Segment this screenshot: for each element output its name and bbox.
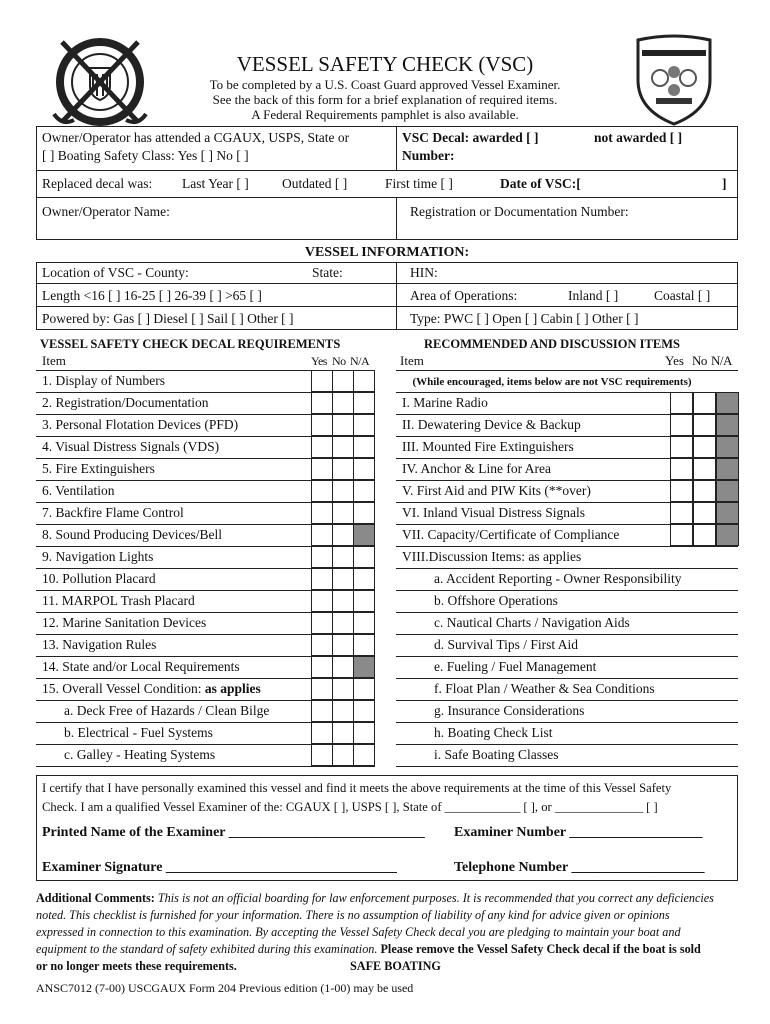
divider — [396, 197, 397, 240]
table-row-label: IV. Anchor & Line for Area — [402, 461, 551, 476]
check-cell[interactable] — [353, 546, 375, 568]
check-cell[interactable] — [332, 392, 354, 414]
form-title: VESSEL SAFETY CHECK (VSC) — [236, 52, 534, 76]
check-cell[interactable] — [332, 436, 354, 458]
right-col-yes: Yes — [665, 353, 684, 368]
registration-number-field[interactable]: Registration or Documentation Number: — [410, 204, 629, 219]
check-cell[interactable] — [332, 414, 354, 436]
check-cell[interactable] — [670, 436, 693, 458]
check-cell[interactable] — [311, 458, 333, 480]
first-time-checkbox[interactable]: First time [ ] — [385, 176, 453, 191]
table-row-label: 3. Personal Flotation Devices (PFD) — [42, 417, 239, 432]
check-cell[interactable] — [693, 392, 716, 414]
check-cell[interactable] — [716, 392, 739, 414]
row-rule — [36, 766, 375, 767]
check-cell[interactable] — [353, 414, 375, 436]
left-col-item: Item — [42, 353, 66, 368]
telephone-number-field[interactable]: Telephone Number ___________________ — [454, 860, 705, 875]
check-cell[interactable] — [311, 392, 333, 414]
table-row-label: 5. Fire Extinguishers — [42, 461, 155, 476]
right-col-item: Item — [400, 353, 424, 368]
check-cell[interactable] — [716, 414, 739, 436]
table-row-label: b. Electrical - Fuel Systems — [64, 725, 213, 740]
check-cell[interactable] — [332, 700, 354, 722]
comments-line-3: expressed in connection to this examination. By accepting the Vessel Safety Check decal you are pledging to maintain your boat and — [36, 925, 681, 939]
check-cell[interactable] — [353, 634, 375, 656]
check-cell[interactable] — [353, 458, 375, 480]
check-cell[interactable] — [716, 524, 739, 546]
table-row-label: 6. Ventilation — [42, 483, 115, 498]
check-cell[interactable] — [332, 568, 354, 590]
as-applies-label: as applies — [204, 681, 261, 696]
check-cell[interactable] — [311, 546, 333, 568]
check-cell[interactable] — [670, 502, 693, 524]
table-row-label: a. Accident Reporting - Owner Responsibility — [434, 571, 682, 586]
check-cell[interactable] — [332, 722, 354, 744]
check-cell[interactable] — [311, 634, 333, 656]
row-rule — [396, 634, 738, 635]
comments-line-4 — [36, 941, 701, 957]
table-row-label: 12. Marine Sanitation Devices — [42, 615, 207, 630]
check-cell[interactable] — [332, 590, 354, 612]
table-row-label: d. Survival Tips / First Aid — [434, 637, 579, 652]
check-cell[interactable] — [311, 656, 333, 678]
comments-text-1: This is not an official boarding for law enforcement purposes. It is recommended that you correct any deficiencies — [157, 891, 714, 905]
row-rule — [396, 744, 738, 745]
check-cell[interactable] — [693, 480, 716, 502]
check-cell[interactable] — [670, 414, 693, 436]
item-label: 15. Overall Vessel Condition: — [42, 681, 202, 696]
table-row-label: III. Mounted Fire Extinguishers — [402, 439, 574, 454]
check-cell[interactable] — [332, 656, 354, 678]
check-cell[interactable] — [353, 502, 375, 524]
check-cell[interactable] — [311, 502, 333, 524]
left-col-na: N/A — [350, 354, 370, 368]
check-cell[interactable] — [311, 590, 333, 612]
decal-not-awarded-field[interactable]: not awarded [ ] — [594, 130, 683, 145]
comments-label: Additional Comments: — [36, 891, 155, 905]
table-row-label — [42, 681, 261, 697]
table-row-label: 10. Pollution Placard — [42, 571, 156, 586]
check-cell[interactable] — [716, 502, 739, 524]
row-rule — [396, 612, 738, 613]
check-cell[interactable] — [716, 458, 739, 480]
examiner-signature-field[interactable]: Examiner Signature _________________________________ — [42, 860, 397, 875]
check-cell[interactable] — [670, 392, 693, 414]
divider — [36, 306, 738, 307]
check-cell[interactable] — [353, 436, 375, 458]
coastal-checkbox[interactable]: Coastal [ ] — [654, 288, 711, 303]
state-field[interactable]: State: — [312, 265, 343, 280]
inland-checkbox[interactable]: Inland [ ] — [568, 288, 619, 303]
check-cell[interactable] — [332, 370, 354, 392]
check-cell[interactable] — [311, 744, 333, 766]
form-footer: ANSC7012 (7-00) USCGAUX Form 204 Previous edition (1-00) may be used — [36, 981, 414, 995]
divider — [36, 283, 738, 284]
replaced-decal-label: Replaced decal was: — [42, 176, 153, 191]
table-row-label: c. Galley - Heating Systems — [64, 747, 216, 762]
check-cell[interactable] — [353, 590, 375, 612]
class-attended-text: Owner/Operator has attended a CGAUX, USPS, State or — [42, 130, 350, 145]
check-cell[interactable] — [311, 678, 333, 700]
table-row-label: 8. Sound Producing Devices/Bell — [42, 527, 222, 542]
header-line-3: A Federal Requirements pamphlet is also available. — [251, 107, 519, 122]
certify-line-2[interactable]: Check. I am a qualified Vessel Examiner of the: CGAUX [ ], USPS [ ], State of ____________ [ ], or ______________ [ ] — [42, 800, 658, 814]
table-row-label: 2. Registration/Documentation — [42, 395, 209, 410]
check-cell[interactable] — [332, 678, 354, 700]
certify-line-1: I certify that I have personally examined this vessel and find it meets the above requirements at the time of this Vessel Safety — [42, 781, 672, 795]
check-cell[interactable] — [353, 392, 375, 414]
check-cell[interactable] — [353, 370, 375, 392]
location-county-field[interactable]: Location of VSC - County: — [42, 265, 189, 280]
table-row-label: h. Boating Check List — [434, 725, 553, 740]
row-rule — [396, 766, 738, 767]
check-cell[interactable] — [670, 480, 693, 502]
comments-remove-decal: Please remove the Vessel Safety Check decal if the boat is sold — [380, 942, 701, 956]
check-cell[interactable] — [311, 524, 333, 546]
check-cell[interactable] — [353, 568, 375, 590]
divider — [396, 126, 397, 170]
table-row-label: c. Nautical Charts / Navigation Aids — [434, 615, 630, 630]
check-cell[interactable] — [353, 744, 375, 766]
table-row-label: b. Offshore Operations — [434, 593, 558, 608]
comments-text-4: equipment to the standard of safety exhibited during this examination. — [36, 942, 378, 956]
right-col-na: N/A — [711, 353, 732, 368]
vsc-shield-logo — [632, 34, 716, 126]
check-cell[interactable] — [311, 568, 333, 590]
row-rule — [396, 678, 738, 679]
table-row-label: 11. MARPOL Trash Placard — [42, 593, 195, 608]
table-row-label: f. Float Plan / Weather & Sea Conditions — [434, 681, 655, 696]
class-attended-answer[interactable]: [ ] Boating Safety Class: Yes [ ] No [ ] — [42, 148, 249, 163]
table-row-label: i. Safe Boating Classes — [434, 747, 559, 762]
check-cell[interactable] — [332, 546, 354, 568]
check-cell[interactable] — [693, 524, 716, 546]
check-cell[interactable] — [311, 700, 333, 722]
left-col-no: No — [332, 354, 346, 368]
table-row-label: g. Insurance Considerations — [434, 703, 585, 718]
check-cell[interactable] — [670, 524, 693, 546]
row-rule — [396, 370, 738, 371]
check-cell[interactable] — [332, 744, 354, 766]
right-section-title: RECOMMENDED AND DISCUSSION ITEMS — [424, 337, 680, 351]
check-cell[interactable] — [332, 612, 354, 634]
check-cell[interactable] — [311, 480, 333, 502]
auxiliary-seal-logo — [52, 34, 152, 130]
vessel-type-checkboxes[interactable]: Type: PWC [ ] Open [ ] Cabin [ ] Other [ ] — [410, 311, 639, 326]
comments-line-1 — [36, 890, 714, 906]
row-rule — [396, 568, 738, 569]
left-col-yes: Yes — [311, 354, 327, 368]
left-section-title: VESSEL SAFETY CHECK DECAL REQUIREMENTS — [40, 337, 341, 351]
vessel-info-title: VESSEL INFORMATION: — [304, 245, 470, 260]
table-row-label: 7. Backfire Flame Control — [42, 505, 184, 520]
check-cell[interactable] — [353, 722, 375, 744]
divider — [396, 262, 397, 330]
row-rule — [396, 722, 738, 723]
header-line-2: See the back of this form for a brief explanation of required items. — [212, 92, 558, 107]
table-row-label: V. First Aid and PIW Kits (**over) — [402, 483, 591, 498]
table-row-label: I. Marine Radio — [402, 395, 488, 410]
check-cell[interactable] — [716, 436, 739, 458]
divider — [36, 197, 738, 198]
table-row-label: e. Fueling / Fuel Management — [434, 659, 597, 674]
check-cell[interactable] — [716, 480, 739, 502]
table-row-label: 14. State and/or Local Requirements — [42, 659, 240, 674]
row-rule — [396, 546, 738, 547]
row-rule — [396, 590, 738, 591]
check-cell[interactable] — [311, 370, 333, 392]
check-cell[interactable] — [332, 458, 354, 480]
check-cell[interactable] — [693, 414, 716, 436]
check-cell[interactable] — [332, 502, 354, 524]
examiner-number-field[interactable]: Examiner Number ___________________ — [454, 825, 703, 840]
table-row-label: 4. Visual Distress Signals (VDS) — [42, 439, 220, 454]
printed-name-field[interactable]: Printed Name of the Examiner ____________________________ — [42, 825, 425, 840]
check-cell[interactable] — [332, 524, 354, 546]
check-cell[interactable] — [693, 458, 716, 480]
comments-line-5: or no longer meets these requirements. — [36, 959, 237, 973]
row-rule — [396, 700, 738, 701]
last-year-checkbox[interactable]: Last Year [ ] — [182, 176, 249, 191]
check-cell[interactable] — [353, 612, 375, 634]
table-row-label: 1. Display of Numbers — [42, 373, 165, 388]
check-cell[interactable] — [311, 436, 333, 458]
length-checkboxes[interactable]: Length <16 [ ] 16-25 [ ] 26-39 [ ] >65 [ ] — [42, 288, 262, 303]
comments-line-2: noted. This checklist is furnished for your information. There is no assumption of liability of any kind for advice given or opinions — [36, 908, 670, 922]
row-rule — [396, 656, 738, 657]
decal-number-field[interactable]: Number: — [402, 148, 455, 163]
table-row-label: a. Deck Free of Hazards / Clean Bilge — [64, 703, 270, 718]
date-of-vsc-field[interactable]: Date of VSC:[ — [500, 176, 581, 191]
divider — [36, 170, 738, 171]
hin-field[interactable]: HIN: — [410, 265, 438, 280]
check-cell[interactable] — [353, 480, 375, 502]
check-cell[interactable] — [693, 436, 716, 458]
check-cell[interactable] — [353, 656, 375, 678]
table-row-label: 9. Navigation Lights — [42, 549, 154, 564]
check-cell[interactable] — [353, 700, 375, 722]
owner-name-field[interactable]: Owner/Operator Name: — [42, 204, 170, 219]
not-required-note: (While encouraged, items below are not VSC requirements) — [412, 376, 692, 388]
check-cell[interactable] — [693, 502, 716, 524]
check-cell[interactable] — [332, 480, 354, 502]
area-of-operations-label: Area of Operations: — [410, 288, 518, 303]
header-line-1: To be completed by a U.S. Coast Guard approved Vessel Examiner. — [209, 77, 561, 92]
check-cell[interactable] — [311, 722, 333, 744]
table-row-label: VIII.Discussion Items: as applies — [402, 549, 582, 564]
table-row-label: II. Dewatering Device & Backup — [402, 417, 581, 432]
safe-boating-text: SAFE BOATING — [350, 959, 441, 973]
powered-by-checkboxes[interactable]: Powered by: Gas [ ] Diesel [ ] Sail [ ] Other [ ] — [42, 311, 294, 326]
table-row-label: VI. Inland Visual Distress Signals — [402, 505, 586, 520]
decal-awarded-field[interactable]: VSC Decal: awarded [ ] — [402, 130, 539, 145]
outdated-checkbox[interactable]: Outdated [ ] — [282, 176, 348, 191]
check-cell[interactable] — [353, 678, 375, 700]
table-row-label: VII. Capacity/Certificate of Compliance — [402, 527, 620, 542]
check-cell[interactable] — [311, 414, 333, 436]
date-close-bracket: ] — [722, 176, 727, 191]
check-cell[interactable] — [353, 524, 375, 546]
check-cell[interactable] — [332, 634, 354, 656]
table-row-label: 13. Navigation Rules — [42, 637, 157, 652]
check-cell[interactable] — [670, 458, 693, 480]
check-cell[interactable] — [311, 612, 333, 634]
right-col-no: No — [692, 353, 707, 368]
